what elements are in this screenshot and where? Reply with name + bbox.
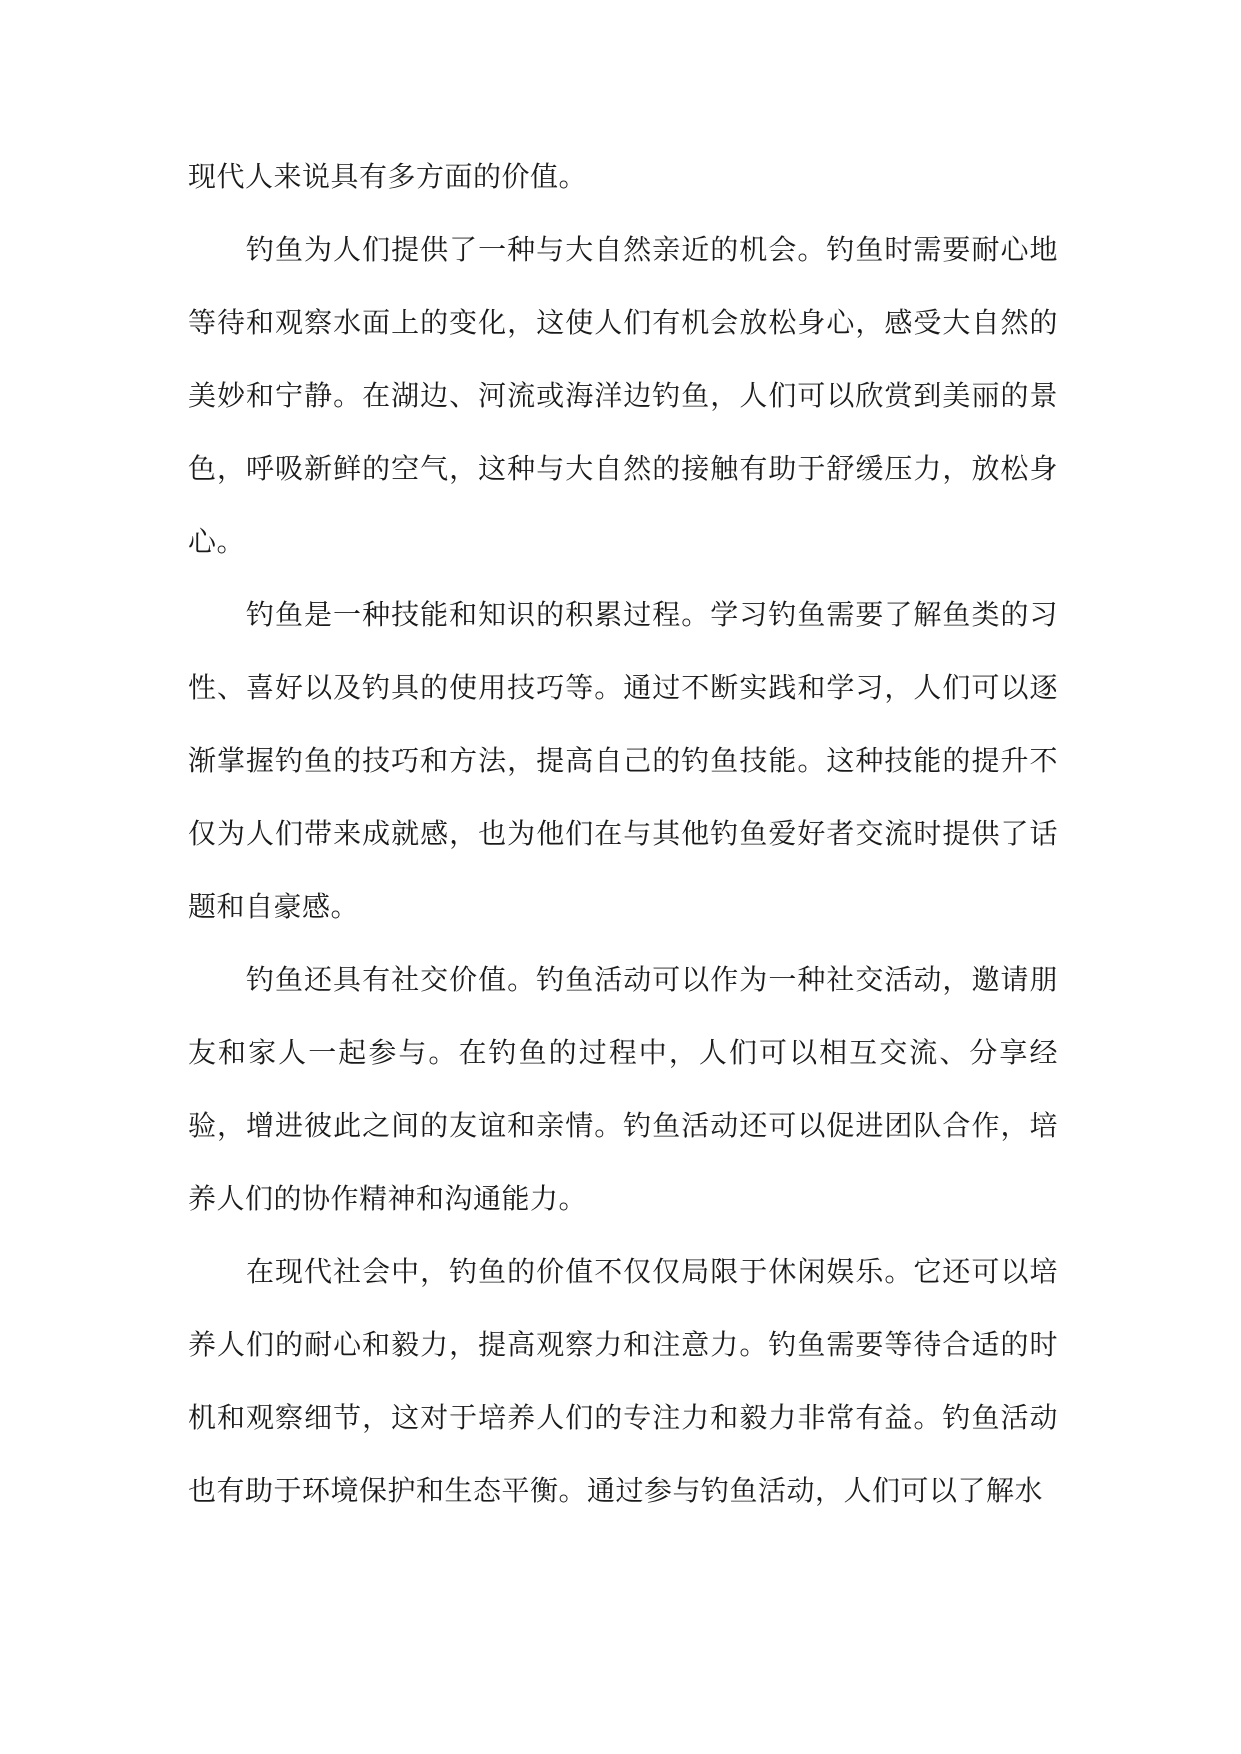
paragraph-continuation: 现代人来说具有多方面的价值。 — [188, 160, 588, 193]
paragraph-modern-value: 在现代社会中，钓鱼的价值不仅仅局限于休闲娱乐。它还可以培养人们的耐心和毅力，提高观察力和注意力。钓鱼需要等待合适的时机和观察细节，这对于培养人们的专注力和毅力非常有益。钓鱼活动也有助于环境保护和生态平衡。通过参与钓鱼活动，人们可以了解水 — [188, 1255, 1058, 1507]
paragraph-social: 钓鱼还具有社交价值。钓鱼活动可以作为一种社交活动，邀请朋友和家人一起参与。在钓鱼的过程中，人们可以相互交流、分享经验，增进彼此之间的友谊和亲情。钓鱼活动还可以促进团队合作，培养人们的协作精神和沟通能力。 — [188, 963, 1058, 1215]
paragraph-skills: 钓鱼是一种技能和知识的积累过程。学习钓鱼需要了解鱼类的习性、喜好以及钓具的使用技巧等。通过不断实践和学习，人们可以逐渐掌握钓鱼的技巧和方法，提高自己的钓鱼技能。这种技能的提升不仅为人们带来成就感，也为他们在与其他钓鱼爱好者交流时提供了话题和自豪感。 — [188, 598, 1058, 923]
paragraph-nature: 钓鱼为人们提供了一种与大自然亲近的机会。钓鱼时需要耐心地等待和观察水面上的变化，这使人们有机会放松身心，感受大自然的美妙和宁静。在湖边、河流或海洋边钓鱼，人们可以欣赏到美丽的景色，呼吸新鲜的空气，这种与大自然的接触有助于舒缓压力，放松身心。 — [188, 233, 1058, 558]
document-body — [188, 140, 1058, 1527]
